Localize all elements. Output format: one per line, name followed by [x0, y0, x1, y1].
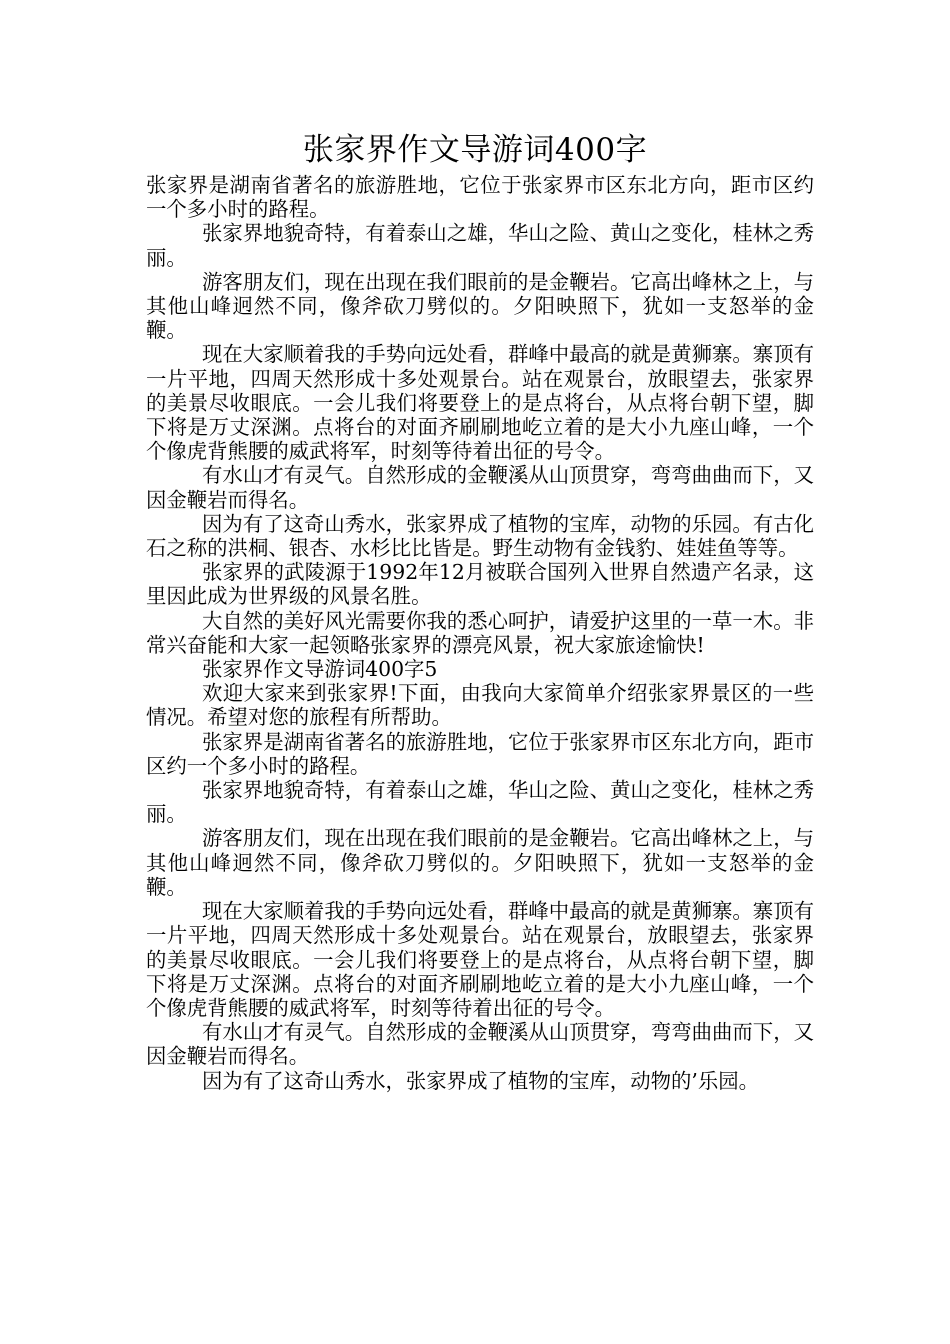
paragraph: 游客朋友们，现在出现在我们眼前的是金鞭岩。它高出峰林之上，与其他山峰迥然不同，像斧砍刀劈似的。夕阳映照下，犹如一支怒举的金鞭。 [146, 269, 814, 343]
paragraph: 因为有了这奇山秀水，张家界成了植物的宝库，动物的乐园。有古化石之称的洪桐、银杏、水杉比比皆是。野生动物有金钱豹、娃娃鱼等等。 [146, 511, 814, 561]
paragraph: 大自然的美好风光需要你我的悉心呵护，请爱护这里的一草一木。非常兴奋能和大家一起领略张家界的漂亮风景，祝大家旅途愉快! [146, 608, 814, 657]
document-body [146, 173, 814, 1093]
paragraph: 有水山才有灵气。自然形成的金鞭溪从山顶贯穿，弯弯曲曲而下，又因金鞭岩而得名。 [146, 463, 814, 512]
paragraph: 张家界是湖南省著名的旅游胜地，它位于张家界市区东北方向，距市区约一个多小时的路程。 [146, 173, 814, 222]
paragraph: 张家界地貌奇特，有着泰山之雄，华山之险、黄山之变化，桂林之秀丽。 [146, 221, 814, 270]
paragraph: 有水山才有灵气。自然形成的金鞭溪从山顶贯穿，弯弯曲曲而下，又因金鞭岩而得名。 [146, 1020, 814, 1069]
section-heading: 张家界作文导游词400字5 [202, 657, 438, 682]
document-title: 张家界作文导游词400字 [302, 132, 648, 168]
paragraph: 张家界的武陵源于1992年12月被联合国列入世界自然遗产名录，这里因此成为世界级的风景名胜。 [146, 560, 814, 609]
paragraph: 张家界地貌奇特，有着泰山之雄，华山之险、黄山之变化，桂林之秀丽。 [146, 778, 814, 827]
paragraph: 张家界是湖南省著名的旅游胜地，它位于张家界市区东北方向，距市区约一个多小时的路程。 [146, 729, 814, 778]
paragraph: 现在大家顺着我的手势向远处看，群峰中最高的就是黄狮寨。寨顶有一片平地，四周天然形成十多处观景台。站在观景台，放眼望去，张家界的美景尽收眼底。一会儿我们将要登上的是点将台，从点将台朝下望，脚下将是万丈深渊。点将台的对面齐刷刷地屹立着的是大小九座山峰，一个个像虎背熊腰的威武将军，时刻等待着出征的号令。 [146, 342, 814, 464]
paragraph: 游客朋友们，现在出现在我们眼前的是金鞭岩。它高出峰林之上，与其他山峰迥然不同，像斧砍刀劈似的。夕阳映照下，犹如一支怒举的金鞭。 [146, 826, 814, 899]
paragraph: 现在大家顺着我的手势向远处看，群峰中最高的就是黄狮寨。寨顶有一片平地，四周天然形成十多处观景台。站在观景台，放眼望去，张家界的美景尽收眼底。一会儿我们将要登上的是点将台，从点将台朝下望，脚下将是万丈深渊。点将台的对面齐刷刷地屹立着的是大小九座山峰，一个个像虎背熊腰的威武将军，时刻等待着出征的号令。 [146, 899, 814, 1020]
paragraph: 欢迎大家来到张家界!下面，由我向大家简单介绍张家界景区的一些情况。希望对您的旅程有所帮助。 [146, 681, 814, 730]
paragraph: 因为有了这奇山秀水，张家界成了植物的宝库，动物的’乐园。 [202, 1068, 760, 1093]
